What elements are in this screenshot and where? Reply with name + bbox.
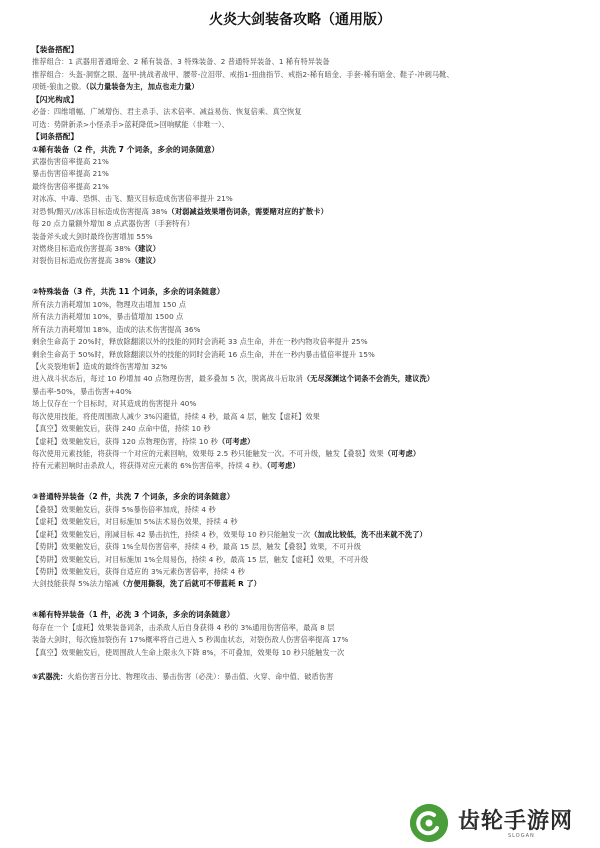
affix-note: （可考虑）: [217, 436, 255, 446]
affix-text: 装备大剑时，每次施加裂伤有 17%概率将自己进入 5 秒渴血状态，对裂伤敌人伤害倍率提高 17%: [32, 635, 349, 645]
affix-text: 所有法力消耗增加 10%，物理攻击增加 150 点: [32, 299, 187, 309]
section-1-title: ①稀有装备（2 件，共洗 7 个词条，多余的词条随意）: [32, 144, 220, 154]
affix-text: 【虚耗】效果触发后，对目标施加 5%法术易伤效果，持续 4 秒: [32, 517, 238, 527]
affix-line: [32, 411, 592, 423]
affix-text: 最终伤害倍率提高 21%: [32, 181, 109, 191]
affix-text: 对冰冻、中毒、恐惧、击飞、黯灭目标造成伤害倍率提升 21%: [32, 194, 233, 204]
affix-line: [32, 156, 592, 168]
affix-text: 暴击伤害倍率提高 21%: [32, 169, 109, 179]
flash-line-1: 必备：四维增幅、广域增伤、君主杀手、法术倍率、减益易伤、恢复倍乘、真空恢复: [32, 107, 302, 117]
affix-text: 每次使用技能，将使周围敌人减少 3%闪避值，持续 4 秒，最高 4 层，触发【虚耗】效果: [32, 411, 320, 421]
affix-line: [32, 578, 592, 590]
affix-text: 每次使用元素技能，将获得一个对应的元素回响，效果每 2.5 秒只能触发一次。不可升级，触发【叠裂】效果: [32, 449, 384, 458]
spacer: [32, 659, 592, 671]
spacer: [32, 473, 592, 485]
equip-line-1: 推荐组合：1 武器用普通暗金、2 稀有装备、3 特殊装备、2 普通特异装备、1 稀有特异装备: [32, 57, 330, 67]
affix-line: [32, 218, 592, 230]
brand-slogan: SLOGAN: [508, 833, 535, 839]
spacer: [32, 268, 592, 280]
affix-line: [32, 324, 592, 336]
affix-text: 对燃烧目标造成伤害提高 38%: [32, 244, 131, 253]
affix-note: （建议）: [130, 244, 160, 253]
affix-line: [32, 311, 592, 323]
affix-line: [32, 336, 592, 348]
section-3-lines: [32, 504, 592, 591]
equip-line-3: [32, 81, 592, 93]
affix-line: [32, 647, 592, 659]
affix-line: [32, 504, 592, 516]
affix-text: 【叠裂】效果触发后，获得 5%暴伤倍率加成，持续 4 秒: [32, 504, 216, 514]
affix-line: [32, 448, 592, 460]
section-5-title: ⑤武器洗：: [32, 672, 68, 682]
affix-line: [32, 423, 592, 435]
section-5-line: [32, 671, 592, 683]
affix-line: [32, 529, 592, 541]
section-4-title: ④稀有特异装备（1 件，必洗 3 个词条，多余的词条随意）: [32, 610, 235, 620]
equip-line-3-note: （以力量装备为主，加点也走力量）: [85, 82, 199, 92]
affix-text: 剩余生命高于 20%时，释放除翻滚以外的技能的同时会消耗 33 点生命，并在一秒内物攻倍率提升 25%: [32, 337, 368, 347]
section-2-title: ②特殊装备（3 件，共洗 11 个词条，多余的词条随意）: [32, 287, 225, 297]
affix-line: [32, 516, 592, 528]
affix-line: [32, 373, 592, 385]
section-3-title: ③普通特异装备（2 件，共洗 7 个词条，多余的词条随意）: [32, 492, 235, 502]
affix-note: （可考虑）: [383, 449, 421, 458]
affix-line: [32, 386, 592, 398]
affix-line: [32, 566, 592, 578]
affix-line: [32, 436, 592, 448]
gear-logo-icon: [410, 804, 448, 842]
affix-text: 每存在一个【虚耗】效果装备词条，击杀敌人后自身获得 4 秒的 3%通用伤害倍率，最高 8 层: [32, 622, 335, 632]
page-title: 火炎大剑装备攻略（通用版）: [209, 12, 391, 28]
affix-line: [32, 193, 592, 205]
affix-text: 装备斧头或大剑时最终伤害增加 55%: [32, 231, 153, 241]
section-2-lines: [32, 299, 592, 473]
affix-line: [32, 361, 592, 373]
affix-line: [32, 243, 592, 255]
affix-line: [32, 634, 592, 646]
affix-line: [32, 206, 592, 218]
affix-note: （建议）: [130, 256, 160, 266]
affix-line: [32, 460, 592, 472]
affix-note: （无尽深渊这个词条不会消失，建议洗）: [302, 374, 435, 384]
spacer: [32, 591, 592, 603]
affix-note: （方便用撕裂，洗了后就可不带蓝耗 R 了）: [118, 579, 261, 589]
affix-text: 所有法力消耗增加 18%，造成的法术伤害提高 36%: [32, 324, 201, 334]
affix-line: [32, 181, 592, 193]
affix-note: （对弱减益效果增伤词条，需要赌对应的扩散卡）: [167, 206, 328, 216]
affix-line: [32, 168, 592, 180]
affix-text: 对恐惧/黯灭//冰冻目标造成伤害提高 38%: [32, 206, 168, 216]
brand-name: 齿轮手游网: [458, 809, 574, 834]
affix-text: 【虚耗】效果触发后，获得 120 点物理伤害，持续 10 秒: [32, 436, 218, 446]
affix-text: 【势阱】效果触发后，获得自适应的 3%元素伤害倍率，持续 4 秒: [32, 566, 245, 576]
affix-text: 【真空】效果触发后，使周围敌人生命上限永久下降 8%，不可叠加，效果每 10 秒只能触发一次: [32, 647, 345, 657]
flash-line-2: 可选：势阱新杀>小怪杀手>蓝耗降低>回响赋能（非唯一）、: [32, 119, 229, 129]
site-watermark: [400, 800, 600, 848]
affix-text: 场上仅存在一个目标时，对其造成的伤害提升 40%: [32, 399, 197, 409]
affix-text: 【势阱】效果触发后，获得 1%全局伤害倍率，持续 4 秒，最高 15 层，触发【叠裂】效果，不可升级: [32, 542, 362, 552]
affix-text: 每 20 点力量额外增加 8 点武器伤害（手套特有）: [32, 219, 195, 229]
flash-heading: 【闪光构成】: [32, 94, 79, 104]
affix-line: [32, 541, 592, 553]
affix-line: [32, 622, 592, 634]
affix-text: 【虚耗】效果触发后，削减目标 42 暴击抗性，持续 4 秒，效果每 10 秒只能触发一次: [32, 529, 311, 539]
affix-line: [32, 299, 592, 311]
affix-note: （加成比较低，洗不出来就不洗了）: [310, 529, 427, 539]
affix-text: 【真空】效果触发后，获得 240 点命中值，持续 10 秒: [32, 424, 211, 434]
section-4-lines: [32, 622, 592, 659]
affix-text: 对裂伤目标造成伤害提高 38%: [32, 256, 131, 266]
affix-text: 【势阱】效果触发后，对目标施加 1%全局易伤，持续 4 秒，最高 15 层，触发【虚耗】效果，不可升级: [32, 554, 369, 564]
affix-text: 【火炎裂地斩】造成的最终伤害增加 32%: [32, 361, 168, 371]
affix-line: [32, 349, 592, 361]
affix-line: [32, 255, 592, 267]
affix-line: [32, 398, 592, 410]
article-body: [32, 44, 592, 684]
section-1-lines: [32, 156, 592, 268]
affix-text: 所有法力消耗增加 10%，暴击值增加 1500 点: [32, 312, 184, 322]
affix-line: [32, 554, 592, 566]
affix-heading: 【词条搭配】: [32, 132, 79, 142]
equip-heading: 【装备搭配】: [32, 45, 79, 54]
affix-line: [32, 231, 592, 243]
equip-line-2: 推荐组合：头盔-洞察之眼、盔甲-挑战者战甲、腰带-泣泪带、戒指1-扭曲指节、戒指2-稀有暗金、手套-稀有暗金、鞋子-冲刺马靴、: [32, 69, 454, 79]
affix-text: 暴击率-50%，暴击伤害+40%: [32, 386, 132, 396]
section-5-text: 火焰伤害百分比、物理攻击、暴击伤害（必洗）：暴击值、火穿、命中值、破盾伤害: [67, 672, 334, 682]
affix-note: （可考虑）: [266, 461, 300, 471]
affix-text: 持有元素回响时击杀敌人，将获得对应元素的 6%伤害倍率，持续 4 秒。: [32, 461, 267, 471]
affix-text: 大剑技能获得 5%法力缩减: [32, 579, 119, 589]
equip-line-3-text: 项链-狼血之傲。: [32, 82, 86, 92]
affix-text: 剩余生命高于 50%时，释放除翻滚以外的技能的同时会消耗 16 点生命，并在一秒内暴击值倍率提升 15%: [32, 349, 375, 359]
affix-text: 进入战斗状态后，每过 10 秒增加 40 点物理伤害，最多叠加 5 次，脱离战斗后取消: [32, 374, 303, 384]
affix-text: 武器伤害倍率提高 21%: [32, 156, 109, 166]
